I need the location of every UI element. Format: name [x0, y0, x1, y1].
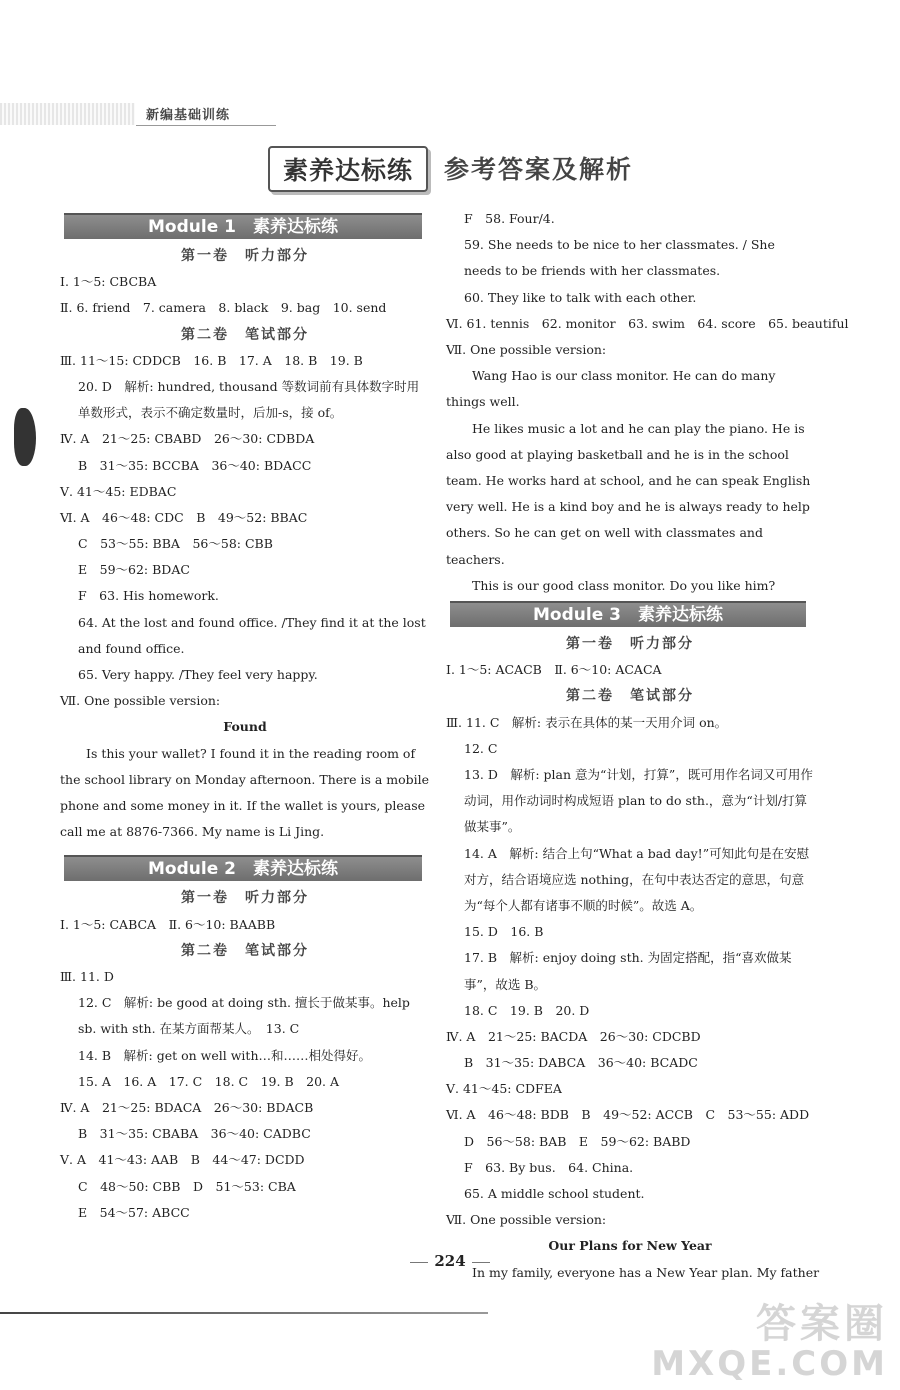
answer-explanation: Ⅲ. 11. C 解析: 表示在具体的某一天用介词 on。	[446, 714, 728, 730]
section-title: 参考答案及解析	[444, 155, 634, 184]
answer-line: C 53～55: BBA 56～58: CBB	[78, 536, 273, 552]
answer-line: 18. C 19. B 20. D	[464, 1002, 590, 1018]
answer-line: Ⅵ. A 46～48: CDC B 49～52: BBAC	[60, 509, 308, 525]
answer-line: Ⅰ. 1～5: ACACB Ⅱ. 6～10: ACACA	[446, 662, 662, 678]
answer-line: B 31～35: CBABA 36～40: CADBC	[78, 1126, 311, 1142]
page-number: 224	[400, 1252, 500, 1270]
answer-line: 65. A middle school student.	[464, 1186, 645, 1202]
answer-line: F 63. His homework.	[78, 588, 219, 604]
answer-line: Ⅶ. One possible version:	[60, 693, 221, 709]
answer-line: Ⅶ. One possible version:	[446, 1212, 607, 1228]
answer-line: B 31～35: DABCA 36～40: BCADC	[464, 1055, 698, 1071]
answer-explanation: 12. C 解析: be good at doing sth. 擅长于做某事。help sb. with sth. 在某方面帮某人。 13. C	[78, 995, 410, 1037]
answer-line: 64. At the lost and found office. /They find it at the lost and found office.	[78, 614, 426, 656]
module-2-banner: Module 2 素养达标练	[64, 855, 422, 881]
watermark-url: MXQE.COM	[651, 1344, 888, 1384]
watermark-logo-text: 答案圈	[756, 1301, 888, 1347]
header-underline	[136, 125, 276, 126]
part-heading: 第二卷 笔试部分	[181, 326, 309, 343]
answer-explanation: 13. D 解析: plan 意为“计划，打算”，既可用作名词又可用作动词，用作动词时构成短语 plan to do sth.，意为“计划/打算做某事”。	[464, 766, 813, 835]
part-heading: 第一卷 听力部分	[181, 890, 309, 907]
answer-line: Ⅰ. 1～5: CBCBA	[60, 274, 157, 290]
answer-explanation: 14. B 解析: get on well with…和……相处得好。	[78, 1047, 372, 1063]
answer-line: Ⅴ. 41～45: CDFEA	[446, 1081, 562, 1097]
answer-line: F 63. By bus. 64. China.	[464, 1159, 634, 1175]
answer-line: 12. C	[464, 740, 498, 756]
right-column	[446, 206, 849, 1286]
part-heading: 第一卷 听力部分	[181, 248, 309, 264]
essay-paragraph: This is our good class monitor. Do you like him?	[472, 577, 776, 593]
answer-line: E 59～62: BDAC	[78, 562, 190, 578]
essay-paragraph: Wang Hao is our class monitor. He can do many things well.	[446, 368, 776, 410]
answer-line: 15. D 16. B	[464, 924, 544, 940]
answer-line: Ⅵ. 61. tennis 62. monitor 63. swim 64. score 65. beautiful	[446, 315, 849, 331]
answer-explanation: 14. A 解析: 结合上句“What a bad day!”可知此句是在安慰对方，结合语境应选 nothing，在句中表达否定的意思，句意为“每个人都有诸事不顺的时候”。故选 A。	[464, 845, 810, 913]
answer-explanation: 17. B 解析: enjoy doing sth. 为固定搭配，指“喜欢做某事”，故选 B。	[464, 950, 792, 992]
answer-line: Ⅴ. A 41～43: AAB B 44～47: DCDD	[60, 1152, 305, 1168]
answer-line: 60. They like to talk with each other.	[464, 289, 697, 305]
answer-line: Ⅰ. 1～5: CABCA Ⅱ. 6～10: BAABB	[60, 916, 276, 932]
answer-line: Ⅲ. 11. D	[60, 969, 114, 984]
answer-line: Ⅶ. One possible version:	[446, 341, 607, 357]
essay-title: Our Plans for New Year	[548, 1238, 712, 1254]
scan-blot	[14, 408, 36, 466]
essay-paragraph: He likes music a lot and he can play the piano. He is also good at playing basketball and he is in the school team. He works hard at school, and he can speak English very well. He is a kind boy and he is always ready to help others. So he can get on well with classmates and teachers.	[446, 420, 811, 567]
answer-line: B 31～35: BCCBA 36～40: BDACC	[78, 457, 312, 473]
answer-line: Ⅵ. A 46～48: BDB B 49～52: ACCB C 53～55: ADD	[446, 1107, 810, 1123]
answer-line: E 54～57: ABCC	[78, 1204, 190, 1220]
essay-title: Found	[223, 719, 267, 735]
answer-line: Ⅴ. 41～45: EDBAC	[60, 483, 177, 499]
answer-explanation: 20. D 解析: hundred, thousand 等数词前有具体数字时用单数形式，表示不确定数量时，后加-s，接 of。	[78, 378, 420, 421]
footer-rule	[0, 1312, 488, 1314]
part-heading: 第二卷 笔试部分	[181, 942, 309, 959]
answer-line: 15. A 16. A 17. C 18. C 19. B 20. A	[78, 1073, 340, 1089]
essay-body: In my family, everyone has a New Year plan. My father	[472, 1264, 820, 1280]
essay-body: Is this your wallet? I found it in the reading room of the school library on Monday afternoon. There is a mobile phone and some money in it. If the wallet is yours, please call me at 8876-7366. My name is Li Jing.	[60, 745, 430, 840]
answer-line: Ⅳ. A 21～25: BACDA 26～30: CDCBD	[446, 1028, 701, 1044]
part-heading: 第一卷 听力部分	[566, 635, 694, 652]
answer-line: Ⅱ. 6. friend 7. camera 8. black 9. bag 10. send	[60, 300, 387, 316]
module-3-banner: Module 3 素养达标练	[450, 601, 806, 627]
watermark	[651, 1302, 888, 1382]
header-decoration	[0, 103, 135, 125]
answer-line: C 48～50: CBB D 51～53: CBA	[78, 1178, 296, 1194]
series-name: 新编基础训练	[146, 108, 231, 123]
answer-line: 65. Very happy. /They feel very happy.	[78, 667, 318, 683]
answer-line: D 56～58: BAB E 59～62: BABD	[464, 1133, 691, 1149]
section-title-boxed: 素养达标练	[268, 146, 428, 192]
module-1-banner: Module 1 素养达标练	[64, 213, 422, 239]
answer-line: Ⅳ. A 21～25: CBABD 26～30: CDBDA	[60, 431, 315, 447]
left-column	[60, 211, 430, 1226]
part-heading: 第二卷 笔试部分	[566, 688, 694, 705]
answer-line: Ⅲ. 11～15: CDDCB 16. B 17. A 18. B 19. B	[60, 352, 363, 368]
answer-line: Ⅳ. A 21～25: BDACA 26～30: BDACB	[60, 1099, 314, 1115]
answer-line: F 58. Four/4.	[464, 211, 555, 226]
answer-line: 59. She needs to be nice to her classmates. / She needs to be friends with her classmates.	[464, 237, 775, 279]
